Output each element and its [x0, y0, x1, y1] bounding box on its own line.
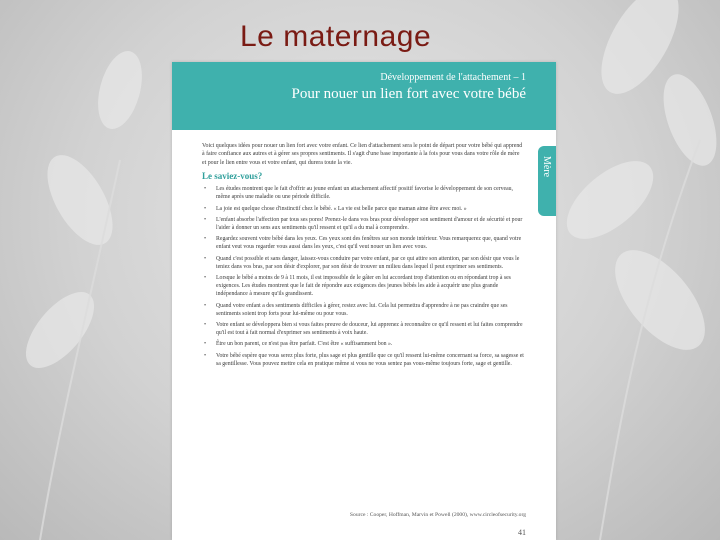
- bullet-icon: •: [204, 302, 207, 309]
- banner-title: Pour nouer un lien fort avec votre bébé: [291, 86, 526, 102]
- bullet-text: La joie est quelque chose d'instinctif chez le bébé. « La vie est belle parce que maman aime être avec moi. »: [216, 205, 467, 212]
- bullet-text: Lorsque le bébé a moins de 9 à 11 mois, il est impossible de le gâter en lui accordant trop d'attention ou en répondant trop à ses exigences. Les études montrent que le fait de répondre aux exigences des jeunes bébés les aide à acquérir une plus grande indépendance à mesure qu'ils grandissent.: [216, 275, 511, 298]
- bullet-text: Votre enfant se développera bien si vous faites preuve de douceur, lui apprenez à reconnaître ce qu'il ressent et lui faites comprendre qu'il est tout à fait normal d'exprimer ses sentiments à voix haute.: [216, 322, 523, 337]
- document-page: [172, 62, 556, 540]
- side-tab: [538, 146, 556, 216]
- bullet-icon: •: [204, 322, 207, 329]
- bullet-item: [202, 216, 524, 232]
- bullet-list: [202, 185, 524, 368]
- page-content: [202, 142, 524, 371]
- bullet-text: Les études montrent que le fait d'offrir au jeune enfant un attachement affectif positif favorise le développement de son cerveau, même après une maladie ou une période difficile.: [216, 186, 513, 201]
- bullet-item: [202, 255, 524, 271]
- page-banner: [172, 62, 556, 130]
- bullet-text: Être un bon parent, ce n'est pas être parfait. C'est être « suffisamment bon ».: [216, 341, 393, 348]
- banner-kicker: Développement de l'attachement – 1: [380, 72, 526, 83]
- section-heading: Le saviez-vous?: [202, 171, 263, 182]
- bullet-text: Regardez souvent votre bébé dans les yeux. Ces yeux sont des fenêtres sur son monde intérieur. Vous remarquerez que, quand votre enfant veut vous regarder vous aussi dans les yeux, c'est qu'il veut nouer un lien avec vous.: [216, 236, 522, 251]
- bullet-item: [202, 321, 524, 337]
- bullet-item: [202, 185, 524, 201]
- bullet-item: [202, 302, 524, 318]
- bullet-icon: •: [204, 341, 207, 348]
- bullet-item: [202, 235, 524, 251]
- bullet-item: [202, 274, 524, 299]
- bullet-icon: •: [204, 205, 207, 212]
- slide-title: Le maternage: [240, 20, 432, 53]
- bullet-item: [202, 352, 524, 368]
- bullet-text: Votre bébé espère que vous serez plus forte, plus sage et plus gentille que ce qu'il ressent lui-même concernant sa force, sa sagesse et sa gentillesse. Vous pouvez mettre cela en pratique même si vous ne vous sentez pas vous-même toujours forte, sage et gentille.: [216, 352, 524, 367]
- bullet-text: Quand votre enfant a des sentiments difficiles à gérer, restez avec lui. Cela lui permettra d'apprendre à ne pas craindre que ses sentiments soient trop forts pour lui-même ou pour vous.: [216, 302, 508, 317]
- side-tab-label: Mère: [541, 156, 552, 178]
- bullet-item: [202, 205, 524, 213]
- bullet-icon: •: [204, 216, 207, 223]
- bullet-icon: •: [204, 275, 207, 282]
- bullet-icon: •: [204, 352, 207, 359]
- bullet-icon: •: [204, 255, 207, 262]
- bullet-icon: •: [204, 186, 207, 193]
- source-citation: Source : Cooper, Hoffman, Marvin et Powell (2000), www.circleofsecurity.org: [349, 512, 526, 518]
- page-number: 41: [518, 528, 526, 537]
- bullet-item: [202, 340, 524, 348]
- bullet-text: Quand c'est possible et sans danger, laissez-vous conduire par votre enfant, par ce qui attire son attention, par son désir que vous le teniez dans vos bras, par son désir d'explorer, par son désir de trouver un milieu dans lequel il peut exprimer ses sentiments.: [216, 255, 520, 270]
- intro-paragraph: Voici quelques idées pour nouer un lien fort avec votre enfant. Ce lien d'attachement sera le point de départ pour votre bébé qui apprend à faire confiance aux autres et à gérer ses propres sentiments. Il s'agit d'une base importante à la fois pour vous dans votre rôle de mère et pour le lien entre vous et votre enfant, qui durera toute la vie.: [202, 143, 523, 166]
- bullet-text: L'enfant absorbe l'affection par tous ses pores! Prenez-le dans vos bras pour développer son sentiment d'amour et de sécurité et pour l'aider à donner un sens aux sentiments qu'il ressent et qu'il a du mal à comprendre.: [216, 216, 523, 232]
- bullet-icon: •: [204, 236, 207, 243]
